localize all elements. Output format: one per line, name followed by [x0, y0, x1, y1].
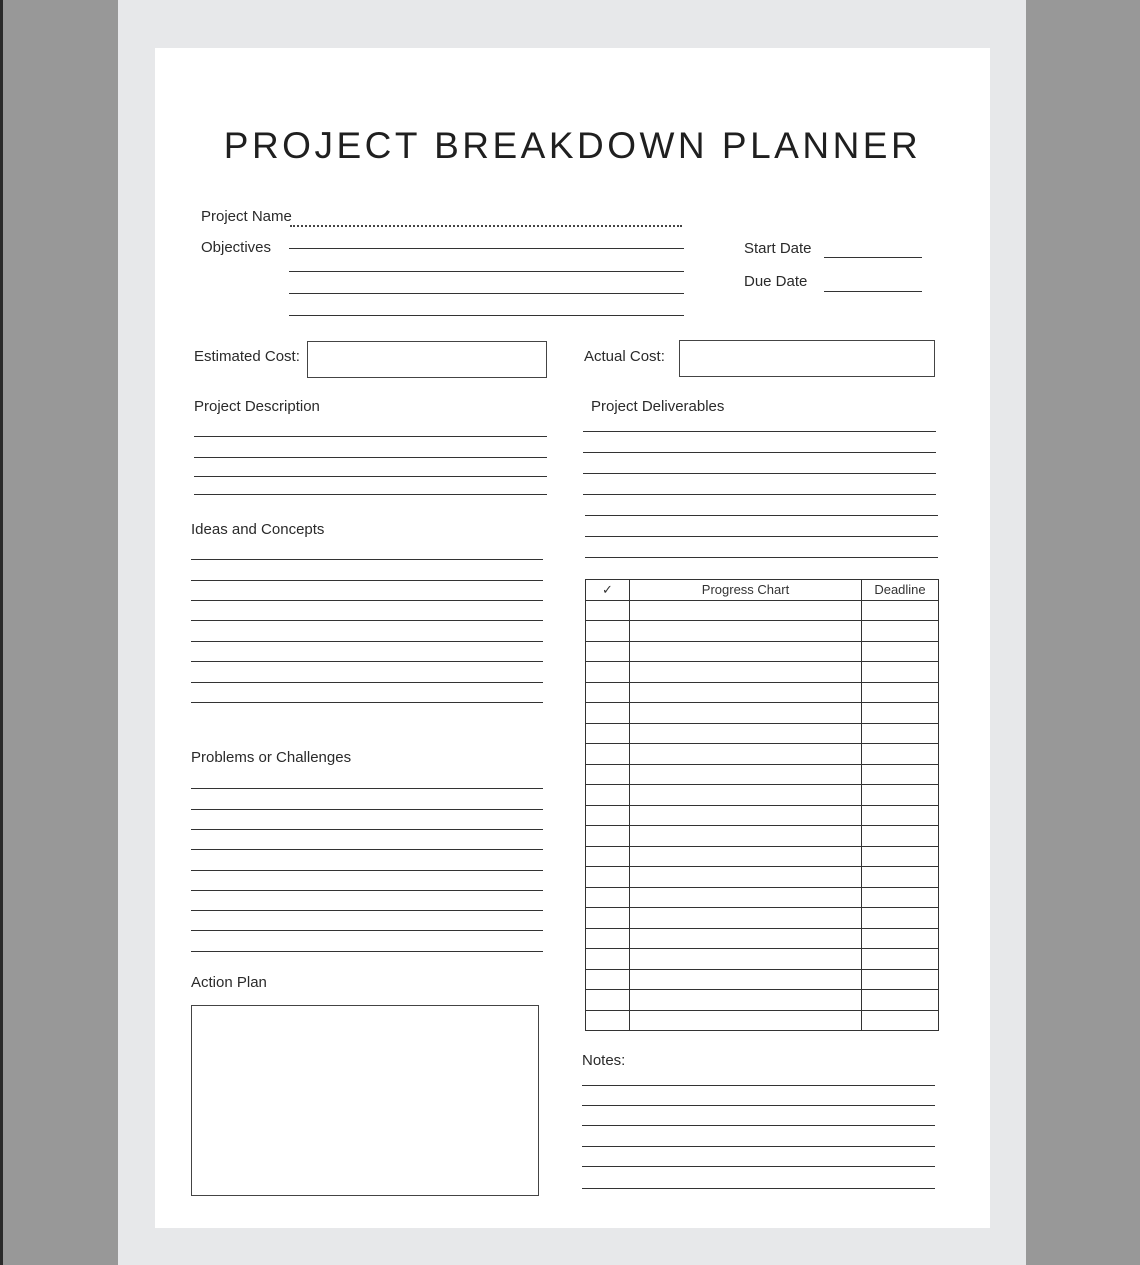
- check-cell[interactable]: [586, 744, 630, 765]
- objectives-label: Objectives: [201, 239, 272, 256]
- progress-chart-table: [585, 579, 939, 1031]
- deadline-cell[interactable]: [862, 1010, 939, 1031]
- progress-table-body: [586, 600, 939, 1031]
- progress-cell[interactable]: [630, 1010, 862, 1031]
- progress-cell[interactable]: [630, 723, 862, 744]
- check-cell[interactable]: [586, 600, 630, 621]
- check-cell[interactable]: [586, 887, 630, 908]
- notes-line[interactable]: [582, 1085, 935, 1086]
- deadline-cell[interactable]: [862, 805, 939, 826]
- table-row: [586, 867, 939, 888]
- action-plan-label: Action Plan: [191, 974, 267, 991]
- check-cell[interactable]: [586, 990, 630, 1011]
- check-cell[interactable]: [586, 928, 630, 949]
- problems-line[interactable]: [191, 788, 543, 789]
- deadline-cell[interactable]: [862, 949, 939, 970]
- project-description-label: Project Description: [194, 398, 320, 415]
- deadline-cell[interactable]: [862, 969, 939, 990]
- table-row: [586, 621, 939, 642]
- check-cell[interactable]: [586, 1010, 630, 1031]
- objectives-line[interactable]: [289, 271, 684, 272]
- ideas-line[interactable]: [191, 580, 543, 581]
- notes-line[interactable]: [582, 1125, 935, 1126]
- progress-cell[interactable]: [630, 600, 862, 621]
- table-row: [586, 887, 939, 908]
- table-row: [586, 949, 939, 970]
- objectives-line[interactable]: [289, 248, 684, 249]
- deadline-cell[interactable]: [862, 867, 939, 888]
- progress-cell[interactable]: [630, 621, 862, 642]
- problems-line[interactable]: [191, 890, 543, 891]
- table-row: [586, 703, 939, 724]
- table-row: [586, 600, 939, 621]
- deadline-cell[interactable]: [862, 600, 939, 621]
- actual-cost-box[interactable]: [679, 340, 935, 377]
- table-row: [586, 1010, 939, 1031]
- check-cell[interactable]: [586, 908, 630, 929]
- ideas-line[interactable]: [191, 620, 543, 621]
- table-row: [586, 826, 939, 847]
- project-deliverables-label: Project Deliverables: [591, 398, 725, 415]
- objectives-line[interactable]: [289, 293, 684, 294]
- notes-line[interactable]: [582, 1188, 935, 1189]
- ideas-concepts-label: Ideas and Concepts: [191, 521, 325, 538]
- check-cell[interactable]: [586, 764, 630, 785]
- progress-cell[interactable]: [630, 662, 862, 683]
- window-edge: [0, 0, 3, 1265]
- check-cell[interactable]: [586, 949, 630, 970]
- due-date-field[interactable]: [824, 291, 922, 292]
- description-line[interactable]: [194, 476, 547, 477]
- table-row: [586, 744, 939, 765]
- deliverables-line[interactable]: [585, 557, 938, 558]
- planner-page: [155, 48, 990, 1228]
- deadline-cell[interactable]: [862, 846, 939, 867]
- deadline-cell[interactable]: [862, 785, 939, 806]
- ideas-line[interactable]: [191, 600, 543, 601]
- check-cell[interactable]: [586, 826, 630, 847]
- progress-cell[interactable]: [630, 805, 862, 826]
- ideas-line[interactable]: [191, 641, 543, 642]
- deadline-cell[interactable]: [862, 908, 939, 929]
- notes-label: Notes:: [582, 1052, 626, 1069]
- problems-line[interactable]: [191, 930, 543, 931]
- progress-cell[interactable]: [630, 990, 862, 1011]
- problems-challenges-label: Problems or Challenges: [191, 749, 352, 766]
- table-row: [586, 785, 939, 806]
- table-header-row: [586, 580, 939, 601]
- deadline-cell[interactable]: [862, 887, 939, 908]
- action-plan-box[interactable]: [191, 1005, 539, 1196]
- problems-line[interactable]: [191, 870, 543, 871]
- table-row: [586, 990, 939, 1011]
- progress-cell[interactable]: [630, 969, 862, 990]
- deadline-cell[interactable]: [862, 826, 939, 847]
- start-date-label: Start Date: [744, 240, 812, 257]
- progress-cell[interactable]: [630, 826, 862, 847]
- actual-cost-label: Actual Cost:: [584, 348, 665, 365]
- description-line[interactable]: [194, 457, 547, 458]
- table-row: [586, 928, 939, 949]
- deadline-cell[interactable]: [862, 723, 939, 744]
- project-name-field[interactable]: [290, 225, 682, 227]
- objectives-line[interactable]: [289, 315, 684, 316]
- estimated-cost-label: Estimated Cost:: [194, 348, 300, 365]
- project-name-label: Project Name: [201, 208, 292, 225]
- progress-cell[interactable]: [630, 887, 862, 908]
- deadline-cell[interactable]: [862, 928, 939, 949]
- notes-line[interactable]: [582, 1146, 935, 1147]
- deadline-cell[interactable]: [862, 990, 939, 1011]
- deadline-header: Deadline: [862, 580, 939, 601]
- deliverables-line[interactable]: [583, 431, 936, 432]
- table-row: [586, 969, 939, 990]
- page-title: PROJECT BREAKDOWN PLANNER: [223, 125, 922, 166]
- progress-cell[interactable]: [630, 867, 862, 888]
- check-cell[interactable]: [586, 662, 630, 683]
- progress-cell[interactable]: [630, 949, 862, 970]
- deadline-cell[interactable]: [862, 744, 939, 765]
- check-cell[interactable]: [586, 969, 630, 990]
- deadline-cell[interactable]: [862, 764, 939, 785]
- start-date-field[interactable]: [824, 257, 922, 258]
- deadline-cell[interactable]: [862, 682, 939, 703]
- table-row: [586, 662, 939, 683]
- table-row: [586, 805, 939, 826]
- deliverables-line[interactable]: [585, 536, 938, 537]
- notes-line[interactable]: [582, 1105, 935, 1106]
- ideas-line[interactable]: [191, 661, 543, 662]
- problems-line[interactable]: [191, 829, 543, 830]
- table-row: [586, 764, 939, 785]
- table-row: [586, 723, 939, 744]
- check-cell[interactable]: [586, 805, 630, 826]
- progress-cell[interactable]: [630, 846, 862, 867]
- estimated-cost-box[interactable]: [307, 341, 547, 378]
- deadline-cell[interactable]: [862, 662, 939, 683]
- progress-chart-header: Progress Chart: [630, 580, 862, 601]
- progress-cell[interactable]: [630, 908, 862, 929]
- check-cell[interactable]: [586, 785, 630, 806]
- check-cell[interactable]: [586, 867, 630, 888]
- progress-cell[interactable]: [630, 928, 862, 949]
- notes-line[interactable]: [582, 1166, 935, 1167]
- progress-cell[interactable]: [630, 641, 862, 662]
- table-row: [586, 641, 939, 662]
- table-row: [586, 908, 939, 929]
- check-cell[interactable]: [586, 703, 630, 724]
- progress-cell[interactable]: [630, 785, 862, 806]
- problems-line[interactable]: [191, 910, 543, 911]
- deadline-cell[interactable]: [862, 703, 939, 724]
- deliverables-line[interactable]: [585, 515, 938, 516]
- deliverables-line[interactable]: [583, 494, 936, 495]
- problems-line[interactable]: [191, 849, 543, 850]
- ideas-line[interactable]: [191, 702, 543, 703]
- deadline-cell[interactable]: [862, 621, 939, 642]
- problems-line[interactable]: [191, 951, 543, 952]
- due-date-label: Due Date: [744, 273, 808, 290]
- check-cell[interactable]: [586, 682, 630, 703]
- deadline-cell[interactable]: [862, 641, 939, 662]
- ideas-line[interactable]: [191, 559, 543, 560]
- progress-cell[interactable]: [630, 703, 862, 724]
- check-cell[interactable]: [586, 846, 630, 867]
- progress-cell[interactable]: [630, 682, 862, 703]
- table-row: [586, 846, 939, 867]
- progress-cell[interactable]: [630, 764, 862, 785]
- ideas-line[interactable]: [191, 682, 543, 683]
- check-cell[interactable]: [586, 641, 630, 662]
- checkmark-icon: ✓: [586, 580, 630, 601]
- description-line[interactable]: [194, 436, 547, 437]
- deliverables-line[interactable]: [583, 473, 936, 474]
- check-cell[interactable]: [586, 621, 630, 642]
- table-row: [586, 682, 939, 703]
- check-cell[interactable]: [586, 723, 630, 744]
- problems-line[interactable]: [191, 809, 543, 810]
- deliverables-line[interactable]: [583, 452, 936, 453]
- progress-cell[interactable]: [630, 744, 862, 765]
- description-line[interactable]: [194, 494, 547, 495]
